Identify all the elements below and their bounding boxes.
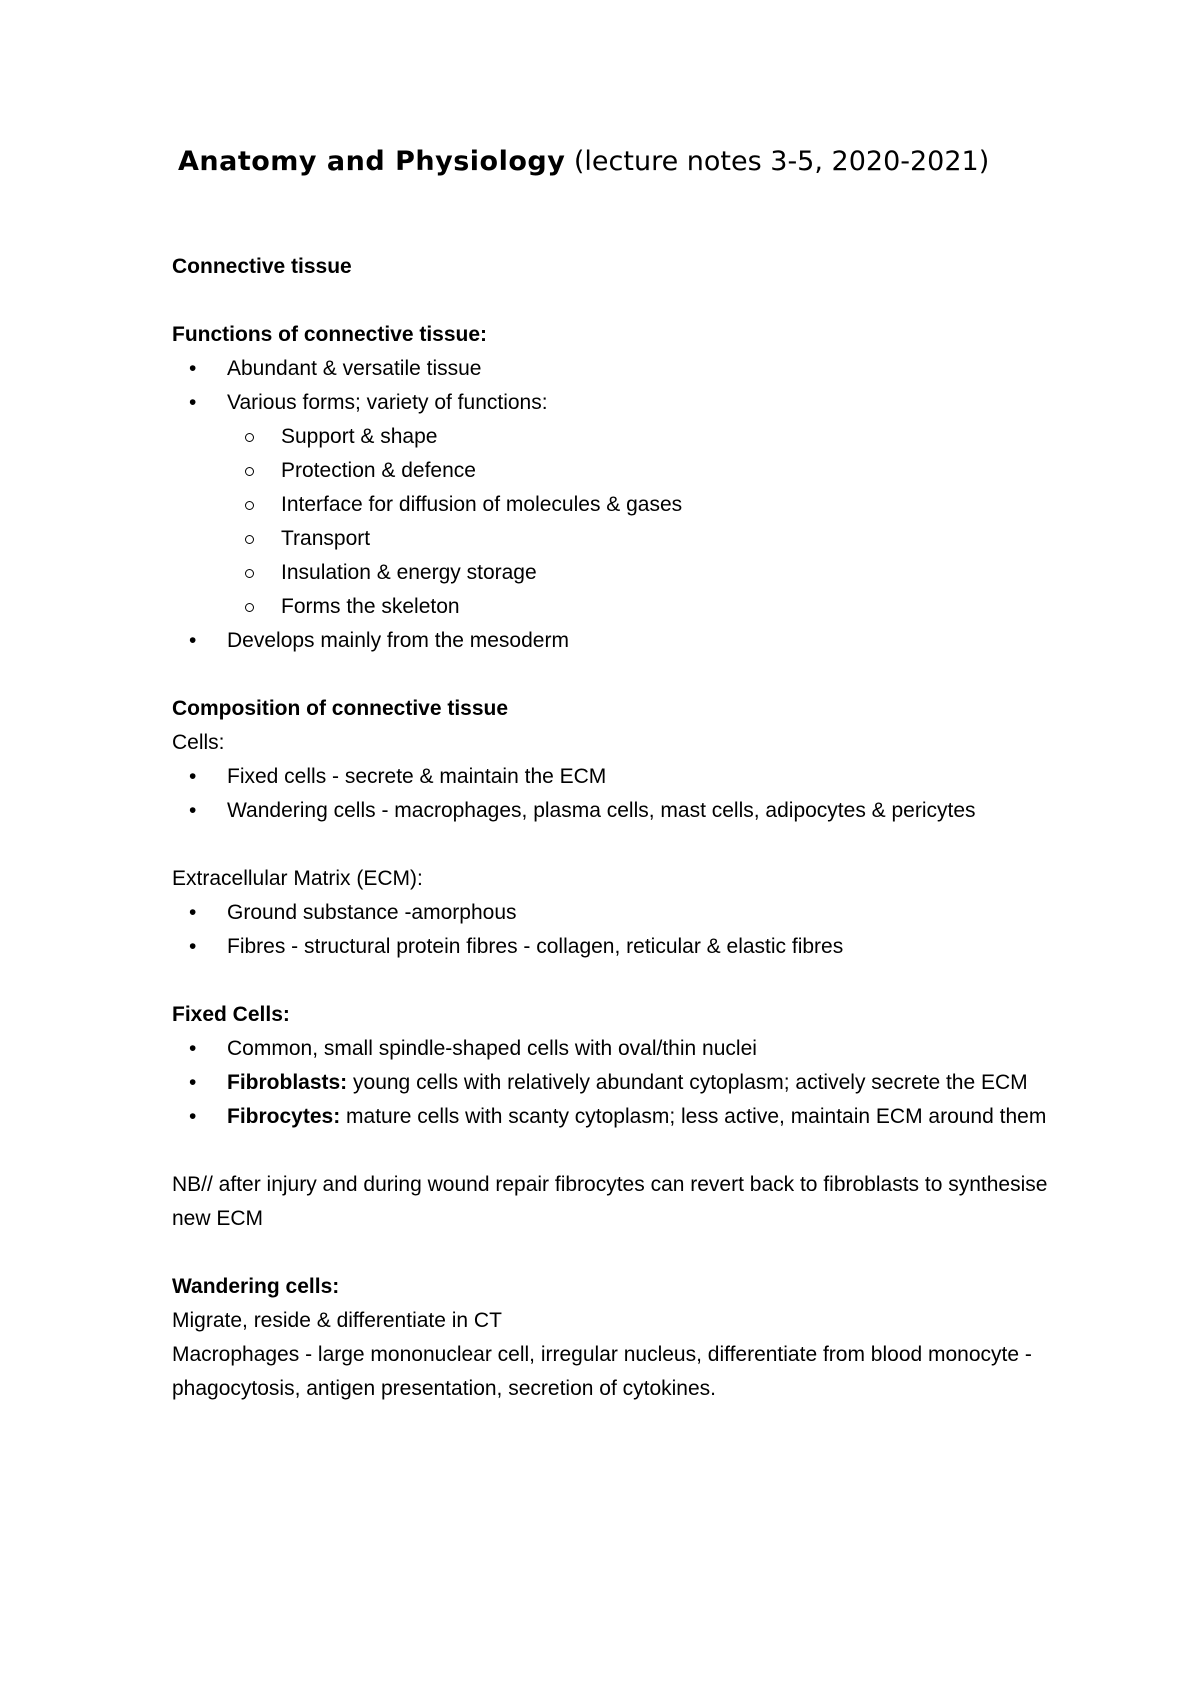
- page-title: [178, 142, 989, 182]
- section-heading: Connective tissue: [172, 255, 352, 278]
- document-body: [172, 250, 1052, 1406]
- note-paragraph: NB// after injury and during wound repair fibrocytes can revert back to fibroblasts to synthesise new ECM: [172, 1173, 1048, 1230]
- list-item: [172, 386, 1052, 624]
- wandering-line-1: Migrate, reside & differentiate in CT: [172, 1309, 502, 1332]
- list-item: • Develops mainly from the mesoderm: [172, 624, 1052, 658]
- sub-list-item: Protection & defence: [172, 454, 1052, 488]
- functions-list: [172, 352, 1052, 658]
- spacer: [172, 964, 1052, 998]
- sub-list-item: Support & shape: [172, 420, 1052, 454]
- list-item: • Common, small spindle-shaped cells with oval/thin nuclei: [172, 1032, 1052, 1066]
- term-fibroblasts: Fibroblasts:: [227, 1071, 348, 1094]
- spacer: [172, 658, 1052, 692]
- fixed-cells-heading: Fixed Cells:: [172, 1003, 290, 1026]
- spacer: [172, 1236, 1052, 1270]
- functions-sublist: [172, 420, 1052, 624]
- wandering-cells-heading: Wandering cells:: [172, 1275, 340, 1298]
- sub-list-item: Interface for diffusion of molecules & gases: [172, 488, 1052, 522]
- list-item: [172, 1066, 1052, 1100]
- sub-list-item: Forms the skeleton: [172, 590, 1052, 624]
- title-bold: Anatomy and Physiology: [178, 146, 566, 177]
- spacer: [172, 1134, 1052, 1168]
- list-item: • Wandering cells - macrophages, plasma cells, mast cells, adipocytes & pericytes: [172, 794, 1052, 828]
- ecm-label: Extracellular Matrix (ECM):: [172, 867, 423, 890]
- functions-heading: Functions of connective tissue:: [172, 323, 488, 346]
- list-item: [172, 1100, 1052, 1134]
- definition-fibroblasts: young cells with relatively abundant cytoplasm; actively secrete the ECM: [347, 1071, 1028, 1094]
- list-item: • Fibres - structural protein fibres - collagen, reticular & elastic fibres: [172, 930, 1052, 964]
- term-fibrocytes: Fibrocytes:: [227, 1105, 341, 1128]
- cells-list: [172, 760, 1052, 828]
- sub-list-item: Transport: [172, 522, 1052, 556]
- list-item-text: Various forms; variety of functions:: [227, 391, 548, 414]
- list-item: • Abundant & versatile tissue: [172, 352, 1052, 386]
- wandering-line-2: Macrophages - large mononuclear cell, irregular nucleus, differentiate from blood monocyte - phagocytosis, antigen presentation, secretion of cytokines.: [172, 1343, 1032, 1400]
- list-item: • Fixed cells - secrete & maintain the ECM: [172, 760, 1052, 794]
- sub-list-item: Insulation & energy storage: [172, 556, 1052, 590]
- spacer: [172, 828, 1052, 862]
- spacer: [172, 284, 1052, 318]
- title-subtitle: (lecture notes 3-5, 2020-2021): [565, 146, 990, 177]
- fixed-cells-list: [172, 1032, 1052, 1134]
- composition-heading: Composition of connective tissue: [172, 697, 509, 720]
- list-item: • Ground substance -amorphous: [172, 896, 1052, 930]
- definition-fibrocytes: mature cells with scanty cytoplasm; less active, maintain ECM around them: [340, 1105, 1047, 1128]
- ecm-list: [172, 896, 1052, 964]
- cells-label: Cells:: [172, 731, 225, 754]
